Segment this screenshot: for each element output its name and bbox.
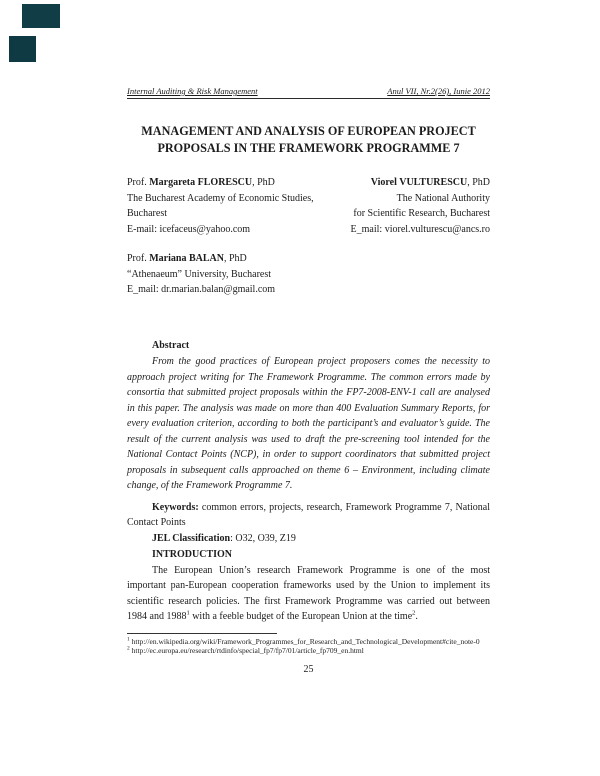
author-suffix: , PhD [467,177,490,188]
author-prefix: Prof. [127,177,150,188]
author-name: Mariana BALAN [149,253,224,264]
keywords-line [127,500,490,531]
footnote-2 [127,646,490,656]
author-balan [127,251,490,298]
page-number: 25 [303,663,314,675]
introduction-paragraph [127,563,490,625]
author-vulturescu [351,175,490,237]
author-email: E-mail: icefaceus@yahoo.com [127,223,251,235]
footnote-number-2: 2 [127,645,130,652]
introduction-heading: INTRODUCTION [152,549,233,560]
author-name-line [127,175,314,191]
author-affiliation-line: for Scientific Research, Bucharest [353,208,490,219]
jel-label: JEL Classification [152,532,231,544]
author-name-line [351,175,490,191]
paper-title: MANAGEMENT AND ANALYSIS OF EUROPEAN PROJECT PROPOSALS IN THE FRAMEWORK PROGRAMME 7 [141,124,476,155]
author-email: E_mail: dr.marian.balan@gmail.com [127,284,276,295]
author-affiliation-line: The Bucharest Academy of Economic Studies, [127,192,314,204]
journal-issue: Anul VII, Nr.2(26), Iunie 2012 [387,86,490,96]
footnote-url-2: http://ec.europa.eu/research/rtdinfo/special_fp7/fp7/01/article_fp709_en.html [129,646,364,655]
footnote-ref-2: 2 [412,609,416,617]
jel-text: : O32, O39, Z19 [230,532,296,544]
footnote-url-1: http://en.wikipedia.org/wiki/Framework_Programmes_for_Research_and_Technological_Development#cite_note-0 [129,636,480,646]
jel-line [127,531,490,547]
keywords-text: common errors, projects, research, Framework Programme 7, National Contact Points [127,501,490,528]
abstract-body: From the good practices of European project proposers comes the necessity to approach project writing for The Framework Programme. The common errors made by consortia that submitted project proposals within the FP7-2008-ENV-1 call are analysed in this paper. The analysis was made on more than 400 Evaluation Summary Reports, for every evaluation criterion, according to both the participant’s and evaluator’s guide. The result of the current analysis was used to draft the pre-screening tool intended for the National Contact Points (NCP), in order to support coordinators that submitted project proposals in subsequent calls approached on theme 6 – Environment, including climate change, of the Framework Programme 7. [127,356,490,491]
intro-text-1: The European Union’s research Framework Programme is one of the most important pan-European cooperation frameworks used by the Union to implement its scientific research policies. The first Framework Programme was carried out between 1984 and 1988 [127,564,490,622]
footnote-ref-1: 1 [186,609,190,617]
intro-text-2: with a feeble budget of the European Union at the time [189,611,413,622]
author-suffix: , PhD [223,253,247,264]
author-name: Margareta FLORESCU [149,177,253,188]
intro-text-3: . [415,611,418,622]
page-content [127,86,490,675]
footnote-separator [127,633,277,634]
footnote-1 [127,637,490,647]
authors-block [127,175,490,237]
author-name-line [127,251,490,267]
journal-header [127,86,490,99]
author-affiliation-line: Bucharest [127,208,167,219]
author-suffix: , PhD [252,177,275,188]
keywords-label: Keywords: [152,501,199,513]
journal-name: Internal Auditing & Risk Management [127,86,258,96]
dark-corner-block-1 [22,4,60,28]
abstract-heading: Abstract [152,339,190,351]
author-prefix: Prof. [127,253,150,264]
author-florescu [127,175,314,237]
author-email: E_mail: viorel.vulturescu@ancs.ro [350,223,490,235]
author-affiliation-line: “Athenaeum” University, Bucharest [127,268,272,280]
author-name: Viorel VULTURESCU [370,177,468,188]
author-affiliation-line: The National Authority [396,192,490,204]
footnote-number-1: 1 [127,636,130,642]
dark-corner-block-2 [9,36,36,62]
